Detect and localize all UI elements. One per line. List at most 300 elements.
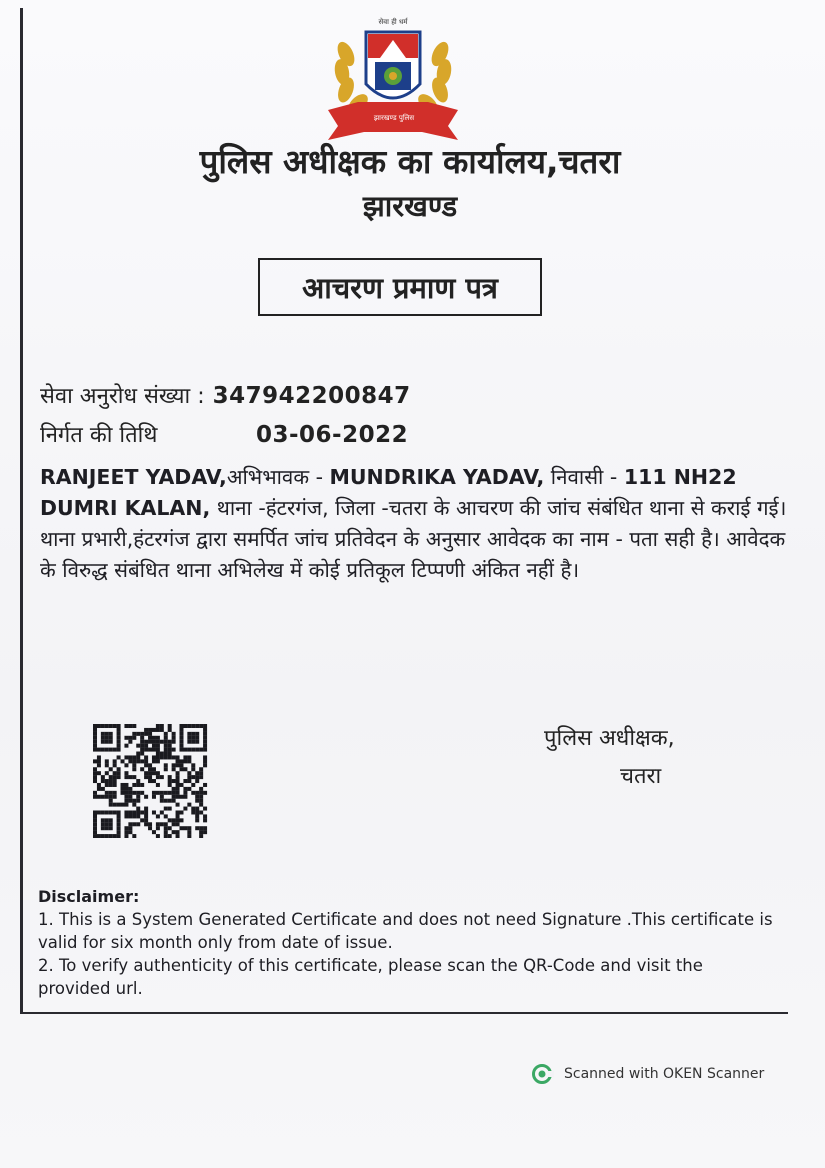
qr-module — [117, 740, 121, 744]
qr-module — [124, 810, 128, 814]
qr-module — [195, 795, 199, 799]
qr-module — [156, 783, 160, 787]
qr-module — [144, 822, 148, 826]
qr-module — [144, 771, 148, 775]
qr-module — [160, 728, 164, 732]
qr-module — [132, 763, 136, 767]
qr-module — [93, 728, 97, 732]
qr-module — [105, 826, 109, 830]
qr-module — [113, 759, 117, 763]
qr-module — [136, 752, 140, 756]
qr-module — [117, 803, 121, 807]
qr-module — [132, 775, 136, 779]
qr-module — [105, 771, 109, 775]
qr-module — [97, 755, 101, 759]
qr-module — [117, 732, 121, 736]
qr-module — [187, 759, 191, 763]
qr-module — [109, 736, 113, 740]
qr-module — [136, 755, 140, 759]
qr-module — [124, 787, 128, 791]
qr-module — [183, 724, 187, 728]
qr-module — [132, 834, 136, 838]
qr-module — [176, 795, 180, 799]
qr-module — [132, 814, 136, 818]
qr-module — [203, 759, 207, 763]
qr-module — [199, 787, 203, 791]
qr-module — [183, 791, 187, 795]
qr-module — [203, 728, 207, 732]
qr-module — [168, 724, 172, 728]
qr-module — [121, 759, 125, 763]
qr-module — [199, 791, 203, 795]
qr-module — [160, 755, 164, 759]
qr-module — [187, 748, 191, 752]
qr-module — [179, 740, 183, 744]
qr-module — [105, 763, 109, 767]
jharkhand-police-emblem — [318, 14, 468, 144]
qr-module — [195, 771, 199, 775]
verification-qr-code[interactable] — [92, 724, 208, 838]
qr-module — [144, 740, 148, 744]
qr-module — [168, 748, 172, 752]
qr-module — [97, 771, 101, 775]
qr-module — [140, 810, 144, 814]
qr-module — [168, 752, 172, 756]
qr-module — [168, 807, 172, 811]
qr-module — [97, 795, 101, 799]
qr-module — [191, 732, 195, 736]
qr-module — [191, 767, 195, 771]
qr-module — [156, 752, 160, 756]
disclaimer — [38, 885, 778, 1000]
qr-module — [168, 791, 172, 795]
qr-module — [117, 724, 121, 728]
qr-module — [168, 740, 172, 744]
qr-module — [164, 814, 168, 818]
qr-module — [109, 810, 113, 814]
qr-module — [187, 775, 191, 779]
qr-module — [128, 814, 132, 818]
qr-module — [124, 744, 128, 748]
qr-module — [191, 783, 195, 787]
qr-module — [168, 783, 172, 787]
qr-module — [156, 826, 160, 830]
qr-module — [203, 740, 207, 744]
qr-module — [117, 810, 121, 814]
qr-module — [176, 763, 180, 767]
qr-module — [124, 830, 128, 834]
qr-module — [140, 740, 144, 744]
qr-module — [117, 748, 121, 752]
qr-module — [101, 834, 105, 838]
qr-module — [148, 740, 152, 744]
qr-module — [105, 834, 109, 838]
qr-module — [144, 755, 148, 759]
qr-module — [195, 740, 199, 744]
issue-date-row — [40, 419, 408, 449]
qr-module — [199, 830, 203, 834]
qr-module — [101, 826, 105, 830]
qr-module — [144, 814, 148, 818]
qr-module — [199, 795, 203, 799]
qr-module — [132, 803, 136, 807]
qr-module — [93, 795, 97, 799]
qr-module — [164, 744, 168, 748]
qr-module — [191, 810, 195, 814]
qr-module — [172, 830, 176, 834]
signatory-place: चतरा — [620, 764, 662, 789]
qr-module — [117, 744, 121, 748]
qr-module — [109, 732, 113, 736]
qr-module — [93, 724, 97, 728]
disclaimer-heading: Disclaimer: — [38, 887, 140, 906]
qr-module — [176, 791, 180, 795]
qr-module — [124, 763, 128, 767]
qr-module — [105, 779, 109, 783]
qr-module — [179, 724, 183, 728]
qr-module — [176, 787, 180, 791]
qr-module — [124, 783, 128, 787]
qr-module — [109, 822, 113, 826]
qr-module — [156, 740, 160, 744]
qr-module — [152, 748, 156, 752]
qr-module — [183, 748, 187, 752]
qr-module — [124, 724, 128, 728]
qr-module — [164, 826, 168, 830]
qr-module — [93, 791, 97, 795]
qr-module — [160, 724, 164, 728]
request-number-value: 347942200847 — [212, 383, 411, 409]
qr-module — [152, 755, 156, 759]
qr-module — [164, 752, 168, 756]
qr-module — [121, 791, 125, 795]
qr-module — [113, 779, 117, 783]
guardian-name: MUNDRIKA YADAV, — [329, 465, 545, 489]
qr-module — [191, 736, 195, 740]
qr-module — [156, 822, 160, 826]
qr-module — [109, 791, 113, 795]
qr-module — [140, 732, 144, 736]
qr-module — [156, 771, 160, 775]
qr-module — [160, 810, 164, 814]
qr-module — [93, 759, 97, 763]
qr-module — [203, 830, 207, 834]
request-number-label: सेवा अनुरोध संख्या : — [40, 384, 205, 409]
applicant-name: RANJEET YADAV, — [40, 465, 227, 489]
qr-module — [156, 744, 160, 748]
qr-module — [132, 755, 136, 759]
qr-module — [117, 771, 121, 775]
qr-module — [128, 810, 132, 814]
qr-module — [117, 755, 121, 759]
qr-module — [97, 759, 101, 763]
qr-module — [172, 795, 176, 799]
qr-module — [113, 795, 117, 799]
qr-module — [199, 826, 203, 830]
qr-module — [148, 771, 152, 775]
qr-module — [203, 724, 207, 728]
qr-module — [132, 783, 136, 787]
qr-module — [176, 783, 180, 787]
qr-module — [148, 736, 152, 740]
qr-module — [109, 803, 113, 807]
qr-module — [93, 779, 97, 783]
qr-module — [168, 728, 172, 732]
qr-module — [168, 834, 172, 838]
qr-module — [195, 807, 199, 811]
qr-module — [148, 728, 152, 732]
qr-module — [113, 775, 117, 779]
scanner-watermark — [532, 1064, 764, 1084]
qr-module — [124, 803, 128, 807]
qr-module — [160, 752, 164, 756]
qr-module — [203, 744, 207, 748]
qr-module — [113, 748, 117, 752]
qr-module — [199, 748, 203, 752]
qr-module — [195, 799, 199, 803]
qr-module — [176, 834, 180, 838]
qr-module — [136, 791, 140, 795]
qr-module — [117, 818, 121, 822]
qr-module — [128, 759, 132, 763]
qr-module — [164, 748, 168, 752]
qr-module — [148, 767, 152, 771]
qr-module — [152, 740, 156, 744]
qr-module — [156, 814, 160, 818]
qr-module — [93, 744, 97, 748]
qr-module — [105, 791, 109, 795]
qr-module — [105, 732, 109, 736]
qr-module — [128, 755, 132, 759]
qr-module — [152, 771, 156, 775]
qr-module — [101, 736, 105, 740]
qr-module — [117, 830, 121, 834]
qr-module — [101, 810, 105, 814]
qr-module — [148, 779, 152, 783]
qr-module — [117, 826, 121, 830]
qr-module — [187, 826, 191, 830]
qr-module — [140, 767, 144, 771]
qr-module — [105, 822, 109, 826]
qr-module — [136, 807, 140, 811]
qr-module — [117, 775, 121, 779]
qr-module — [113, 810, 117, 814]
qr-module — [172, 740, 176, 744]
qr-module — [176, 779, 180, 783]
qr-module — [121, 783, 125, 787]
qr-module — [187, 736, 191, 740]
scanner-label: Scanned with OKEN Scanner — [564, 1066, 765, 1082]
qr-module — [136, 779, 140, 783]
applicant-address: 111 NH22 DUMRI KALAN, — [40, 465, 737, 520]
qr-module — [168, 775, 172, 779]
qr-module — [132, 767, 136, 771]
qr-module — [187, 755, 191, 759]
qr-module — [148, 748, 152, 752]
qr-module — [191, 763, 195, 767]
qr-module — [156, 724, 160, 728]
qr-module — [105, 783, 109, 787]
qr-module — [199, 834, 203, 838]
qr-module — [144, 759, 148, 763]
qr-module — [93, 826, 97, 830]
qr-module — [164, 791, 168, 795]
qr-module — [152, 791, 156, 795]
qr-module — [164, 755, 168, 759]
certificate-body — [40, 462, 792, 586]
qr-module — [144, 763, 148, 767]
qr-module — [144, 732, 148, 736]
left-border-rule — [20, 8, 23, 1013]
qr-module — [109, 834, 113, 838]
qr-module — [109, 775, 113, 779]
qr-module — [156, 775, 160, 779]
qr-module — [124, 755, 128, 759]
qr-module — [144, 775, 148, 779]
qr-module — [97, 724, 101, 728]
qr-module — [132, 799, 136, 803]
qr-module — [168, 799, 172, 803]
qr-module — [191, 775, 195, 779]
qr-module — [203, 783, 207, 787]
qr-module — [105, 759, 109, 763]
qr-module — [176, 803, 180, 807]
qr-module — [160, 799, 164, 803]
qr-module — [152, 767, 156, 771]
qr-module — [172, 791, 176, 795]
qr-module — [101, 795, 105, 799]
qr-module — [156, 759, 160, 763]
qr-module — [172, 779, 176, 783]
qr-module — [144, 728, 148, 732]
qr-module — [140, 759, 144, 763]
qr-module — [136, 810, 140, 814]
qr-module — [179, 744, 183, 748]
qr-module — [183, 779, 187, 783]
qr-module — [124, 834, 128, 838]
scanner-logo-icon — [532, 1064, 554, 1084]
qr-module — [117, 834, 121, 838]
emblem-motto-bottom: झारखण्ड पुलिस — [373, 114, 415, 122]
emblem-motto-top: सेवा ही धर्म — [378, 18, 408, 26]
qr-module — [203, 736, 207, 740]
qr-module — [128, 799, 132, 803]
qr-module — [101, 748, 105, 752]
qr-module — [172, 818, 176, 822]
qr-module — [97, 787, 101, 791]
qr-module — [136, 814, 140, 818]
qr-module — [164, 740, 168, 744]
qr-module — [168, 779, 172, 783]
qr-module — [152, 795, 156, 799]
qr-module — [124, 814, 128, 818]
qr-module — [105, 740, 109, 744]
qr-module — [152, 728, 156, 732]
qr-module — [172, 787, 176, 791]
qr-module — [187, 803, 191, 807]
disclaimer-line-2: 2. To verify authenticity of this certificate, please scan the QR-Code and visit the provided url. — [38, 956, 703, 998]
qr-module — [117, 814, 121, 818]
qr-module — [105, 748, 109, 752]
issue-date-label: निर्गत की तिथि — [40, 423, 158, 448]
qr-module — [183, 787, 187, 791]
qr-module — [152, 744, 156, 748]
qr-module — [128, 736, 132, 740]
qr-module — [124, 791, 128, 795]
qr-module — [140, 752, 144, 756]
qr-module — [124, 771, 128, 775]
qr-module — [136, 822, 140, 826]
guardian-label: अभिभावक - — [226, 465, 330, 489]
qr-module — [195, 724, 199, 728]
qr-module — [164, 732, 168, 736]
qr-module — [195, 732, 199, 736]
qr-module — [105, 810, 109, 814]
qr-module — [156, 834, 160, 838]
qr-module — [148, 822, 152, 826]
qr-module — [113, 783, 117, 787]
qr-module — [168, 744, 172, 748]
qr-module — [160, 775, 164, 779]
qr-module — [164, 736, 168, 740]
qr-module — [144, 748, 148, 752]
disclaimer-line-1: 1. This is a System Generated Certificate and does not need Signature .This certificate is valid for six month only from date of issue. — [38, 910, 773, 952]
qr-module — [172, 732, 176, 736]
qr-module — [195, 826, 199, 830]
qr-module — [187, 830, 191, 834]
qr-module — [128, 775, 132, 779]
qr-module — [148, 732, 152, 736]
qr-module — [176, 822, 180, 826]
qr-module — [183, 767, 187, 771]
qr-module — [172, 763, 176, 767]
qr-module — [93, 748, 97, 752]
qr-module — [156, 728, 160, 732]
qr-module — [113, 834, 117, 838]
qr-module — [124, 826, 128, 830]
qr-module — [156, 748, 160, 752]
qr-module — [109, 748, 113, 752]
qr-module — [191, 740, 195, 744]
qr-module — [97, 763, 101, 767]
qr-module — [179, 767, 183, 771]
qr-module — [164, 834, 168, 838]
qr-module — [203, 755, 207, 759]
qr-module — [164, 767, 168, 771]
qr-module — [101, 822, 105, 826]
bottom-border-rule — [20, 1012, 788, 1014]
qr-module — [172, 767, 176, 771]
qr-module — [140, 818, 144, 822]
qr-module — [113, 803, 117, 807]
certificate-title-box — [258, 258, 542, 316]
qr-module — [128, 795, 132, 799]
qr-module — [113, 724, 117, 728]
qr-module — [199, 810, 203, 814]
qr-module — [124, 736, 128, 740]
qr-module — [97, 783, 101, 787]
qr-module — [148, 763, 152, 767]
qr-module — [128, 740, 132, 744]
qr-module — [191, 791, 195, 795]
qr-module — [203, 814, 207, 818]
qr-module — [156, 755, 160, 759]
qr-module — [176, 759, 180, 763]
qr-module — [191, 748, 195, 752]
qr-module — [164, 799, 168, 803]
issue-date-value: 03-06-2022 — [256, 422, 409, 448]
qr-module — [97, 810, 101, 814]
